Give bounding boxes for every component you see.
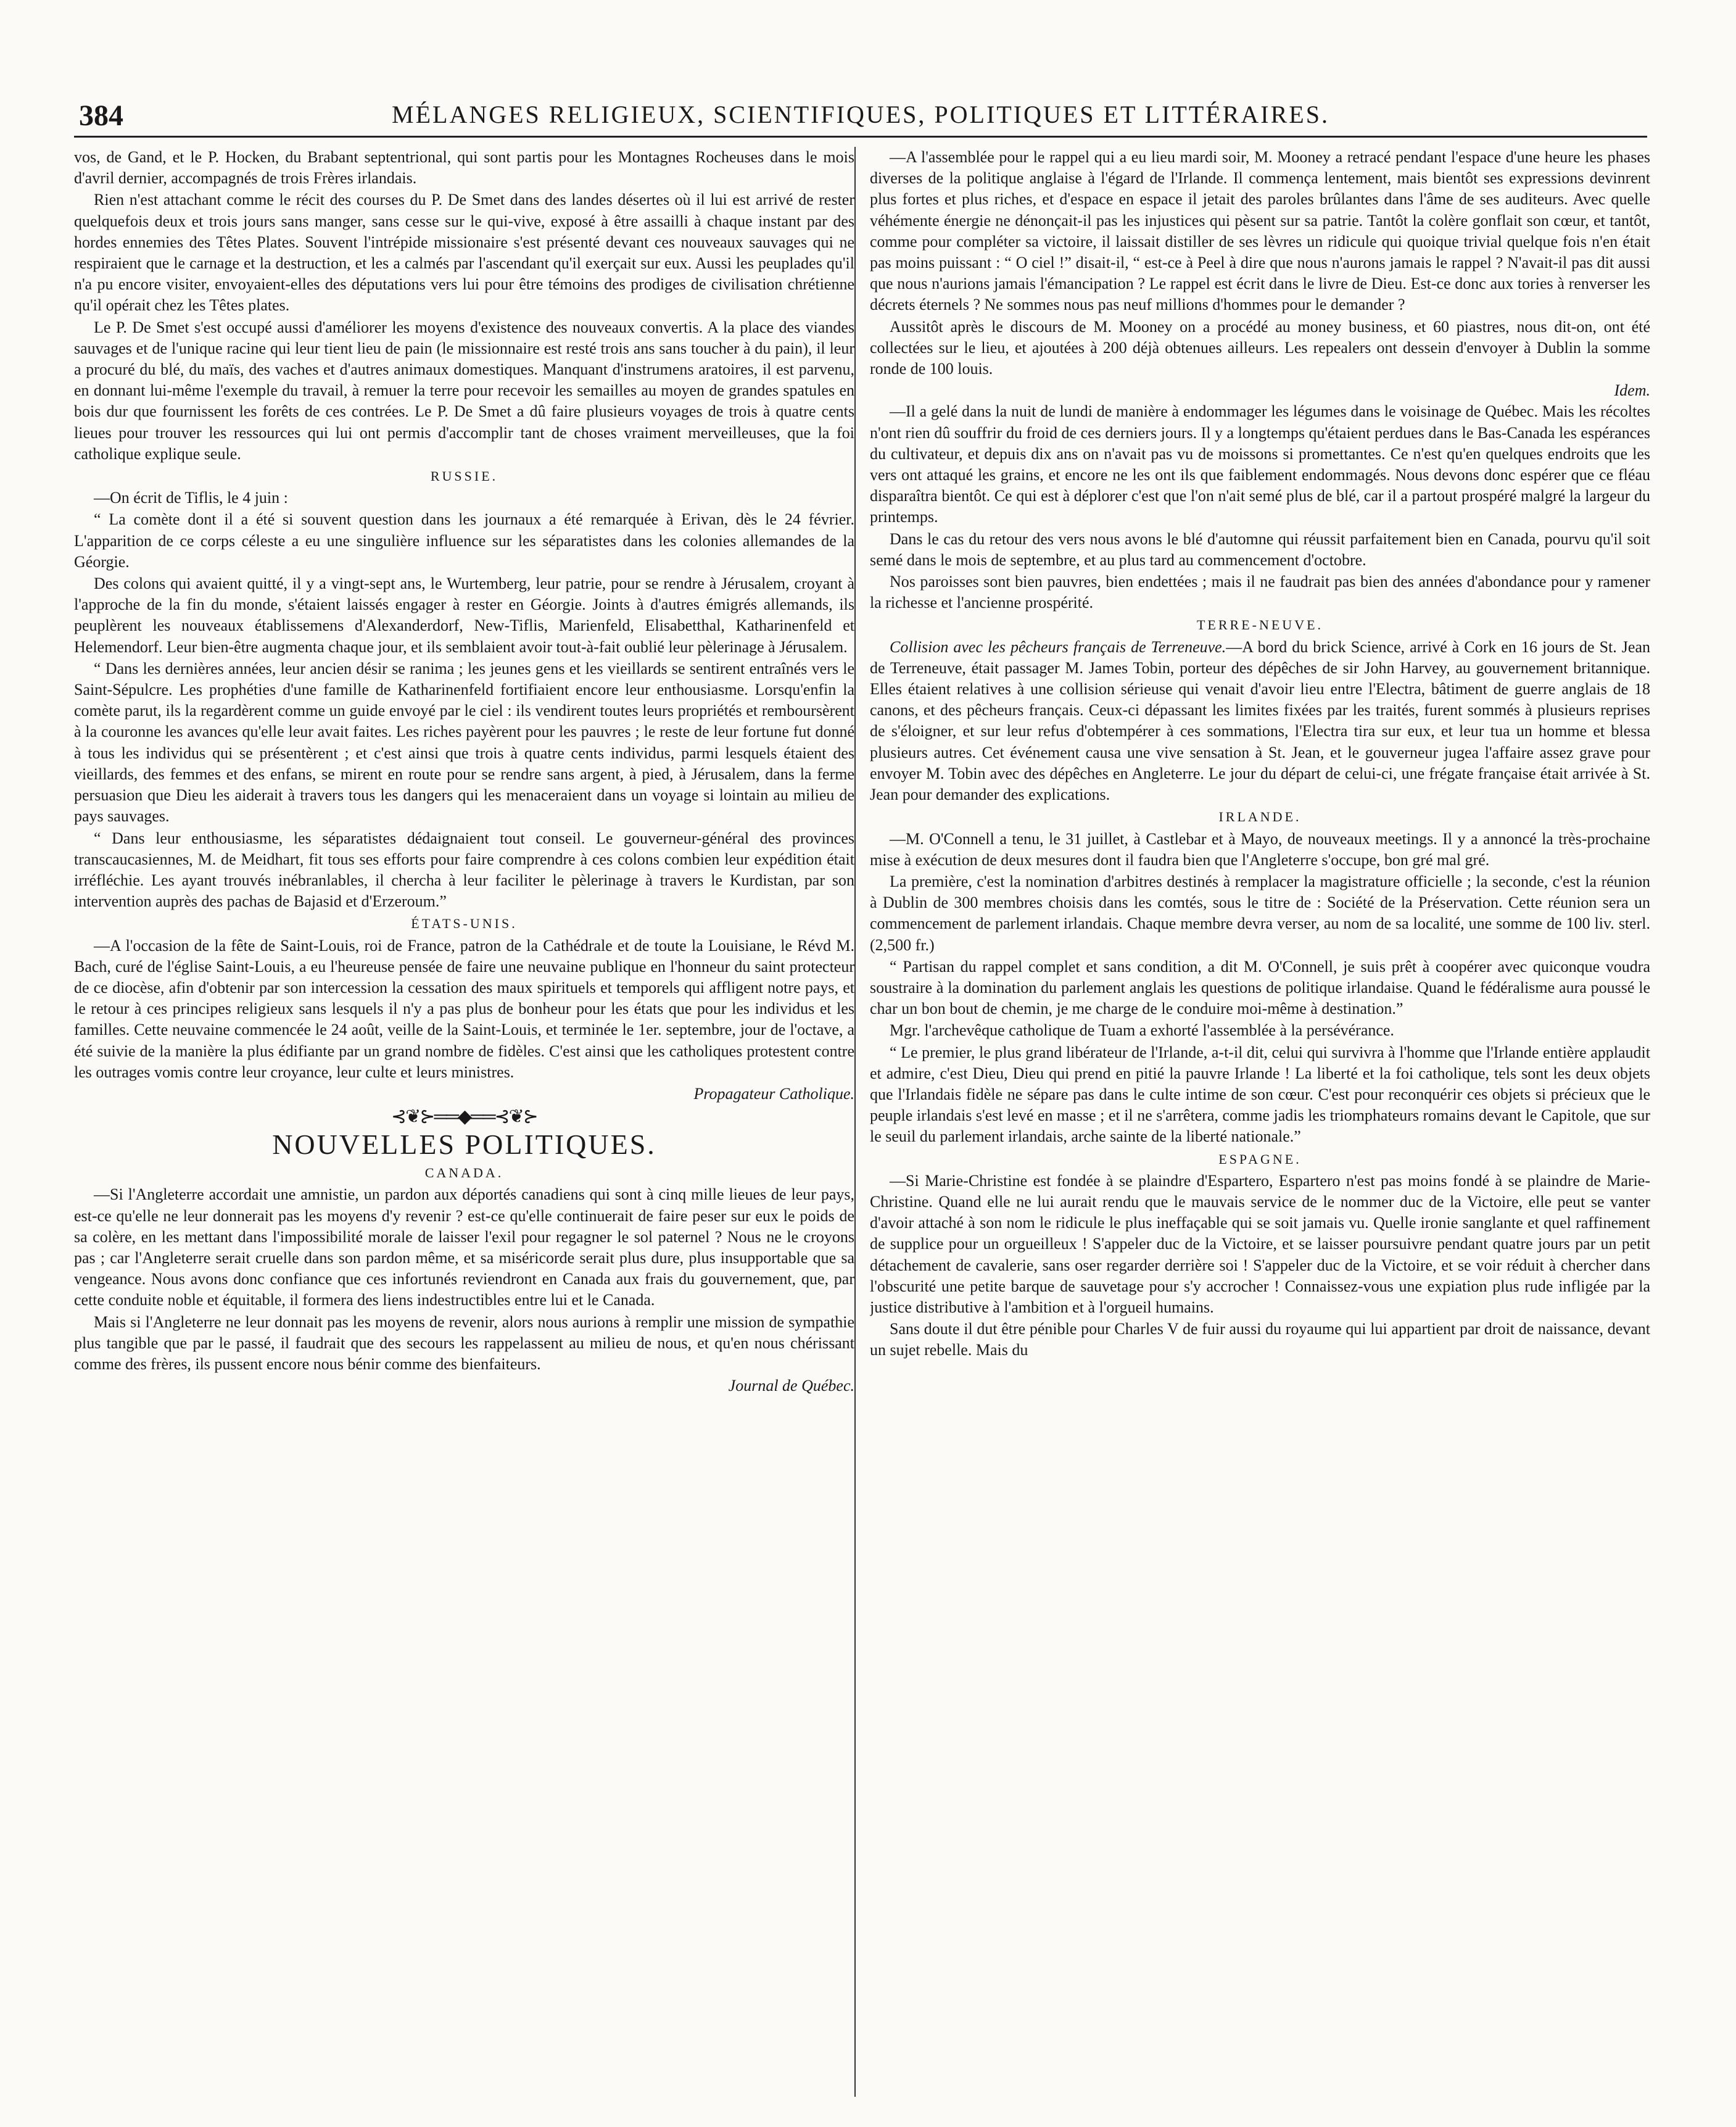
ornament-divider: ⊰❦⊱══◆══⊰❦⊱	[391, 1106, 537, 1127]
section-heading-terre-neuve: TERRE-NEUVE.	[1196, 617, 1324, 633]
article-paragraph: —M. O'Connell a tenu, le 31 juillet, à Castlebar et à Mayo, de nouveaux meetings. Il y a annoncé la très-prochaine mise à exécution de deux mesures dont il faudra bien que l'Angleterre s'occupe, bon gré mal gré.	[870, 829, 1650, 869]
article-paragraph: —Si Marie-Christine est fondée à se plaindre d'Espartero, Espartero n'est pas moins fondé à se plaindre de Marie-Christine. Quand elle ne lui aurait rendu que le mauvais service de le nommer duc de la Victoire, elle peut se vanter d'avoir attaché à son nom le ridicule le plus ineffaçable qui se soit jamais vu. Quelle ironie sanglante et quel raffinement de supplice pour un orgueilleux ! S'appeler duc de la Victoire, et se laisser poursuivre pendant quatre jours par un petit détachement de cavalerie, sans oser regarder derrière soi ! S'appeler duc de la Victoire, et se voir réduit à chercher dans l'obscurité une petite barque de sauvetage pour s'y accrocher ! Connaissez-vous une expiation plus rude infligée par la justice distributive à l'ambition et à l'orgueil humains.	[870, 1171, 1650, 1316]
article-paragraph: Aussitôt après le discours de M. Mooney on a procédé au money business, et 60 piastres, nous dit-on, ont été collectées sur le lieu, et ajoutées à 200 déjà obtenues ailleurs. Les repealers ont dessein d'envoyer à Dublin la somme ronde de 100 louis.	[870, 317, 1650, 378]
article-paragraph: Nos paroisses sont bien pauvres, bien endettées ; mais il ne faudrait pas bien des années d'abondance pour y ramener la richesse et l'ancienne prospérité.	[870, 573, 1650, 612]
section-heading-etats-unis: ÉTATS-UNIS.	[411, 916, 518, 932]
article-paragraph: —On écrit de Tiflis, le 4 juin :	[94, 489, 288, 507]
article-paragraph: Le P. De Smet s'est occupé aussi d'améliorer les moyens d'existence des nouveaux convertis. A la place des viandes sauvages et de l'unique racine qui leur tient lieu de pain (le missionnaire est resté trois ans sans toucher à du pain), il leur a procuré du blé, du maïs, des vaches et d'autres animaux domestiques. Manquant d'instrumens aratoires, il est parvenu, en donnant lui-même l'exemple du travail, à remuer la terre pour recevoir les semailles au moyen de grandes spatules en bois dur que fournissent les forêts de ces contrées. Le P. De Smet a dû faire plusieurs voyages de trois à quatre cents lieues pour trouver les ressources qui lui ont permis d'accomplir tant de choses vraiment merveilleuses, que la foi catholique explique seule.	[74, 318, 854, 463]
right-column	[870, 147, 1650, 2084]
article-paragraph: Mgr. l'archevêque catholique de Tuam a exhorté l'assemblée à la persévérance.	[890, 1021, 1394, 1040]
section-title-nouvelles-politiques: NOUVELLES POLITIQUES.	[272, 1129, 656, 1161]
source-signature: Propagateur Catholique.	[693, 1084, 854, 1103]
article-paragraph: “ Partisan du rappel complet et sans condition, a dit M. O'Connell, je suis prêt à coopérer avec quiconque voudra soustraire à la domination du parlement anglais les questions de politique irlandaise. Quand le fédéralisme aura poussé le char un bon bout de chemin, je me charge de le conduire moi-même à destination.”	[870, 957, 1650, 1018]
article-paragraph: —A l'occasion de la fête de Saint-Louis, roi de France, patron de la Cathédrale et de toute la Louisiane, le Révd M. Bach, curé de l'église Saint-Louis, a eu l'heureuse pensée de faire une neuvaine publique en l'honneur du saint protecteur de ce diocèse, afin d'obtenir par son intercession la cessation des maux spirituels et temporels qui affligent notre pays, et le retour à ces principes religieux sans lesquels il n'y a pas plus de bonheur pour les états que pour les individus et les familles. Cette neuvaine commencée le 24 août, veille de la Saint-Louis, et terminée le 1er. septembre, jour de l'octave, a été suivie de la manière la plus édifiante par un grand nombre de fidèles. C'est ainsi que les catholiques protestent contre les outrages vomis contre leur croyance, leur culte et leurs ministres.	[74, 936, 854, 1081]
article-paragraph: “ Dans leur enthousiasme, les séparatistes dédaignaient tout conseil. Le gouverneur-général des provinces transcaucasiennes, M. de Meidhart, fit tous ses efforts pour faire comprendre à ces colons combien leur expédition était irréfléchie. Les ayant trouvés inébranlables, il chercha à leur faciliter le pèlerinage à travers le Kurdistan, par son intervention auprès des pachas de Bajasid et d'Erzeroum.”	[74, 829, 854, 911]
article-paragraph: Des colons qui avaient quitté, il y a vingt-sept ans, le Wurtemberg, leur patrie, pour se rendre à Jérusalem, croyant à l'approche de la fin du monde, s'étaient laissés engager à rester en Géorgie. Joints à d'autres émigrés allemands, ils peuplèrent les nouveaux établissemens d'Alexanderdorf, New-Tiflis, Marienfeld, Elisabetthal, Katharinenfeld et Helemendorf. Leur bien-être augmenta chaque jour, et ils semblaient avoir tout-à-fait oublié leur pèlerinage à Jérusalem.	[74, 574, 854, 656]
article-paragraph: La première, c'est la nomination d'arbitres destinés à remplacer la magistrature officielle ; la seconde, c'est la réunion à Dublin de 300 membres choisis dans les comtés, sous le titre de : Société de la Préservation. Cette réunion sera un commencement de parlement irlandais. Chaque membre devra verser, au nom de sa localité, une somme de 100 liv. sterl. (2,500 fr.)	[870, 872, 1650, 954]
article-paragraph: Sans doute il dut être pénible pour Charles V de fuir aussi du royaume qui lui appartient par droit de naissance, devant un sujet rebelle. Mais du	[870, 1320, 1650, 1359]
source-signature: Idem.	[1614, 381, 1650, 400]
source-signature: Journal de Québec.	[728, 1377, 854, 1395]
article-paragraph: —Si l'Angleterre accordait une amnistie, un pardon aux déportés canadiens qui sont à cinq mille lieues de leur pays, est-ce qu'elle ne leur donnerait pas les moyens d'y revenir ? est-ce qu'elle continuerait de faire peser sur eux le poids de sa colère, en les mettant dans l'impossibilité morale de laisser l'exil pour regagner le sol paternel ? Nous ne le croyons pas ; car l'Angleterre serait cruelle dans son pardon même, et sa miséricorde serait plus dure, plus insupportable que sa vengeance. Nous avons donc confiance que ces infortunés reviendront en Canada aux frais du gouvernement, que, par cette conduite noble et équitable, il formera des liens indestructibles entre lui et le Canada.	[74, 1185, 854, 1309]
left-column	[74, 147, 854, 2084]
column-divider	[854, 147, 856, 2097]
article-paragraph: Dans le cas du retour des vers nous avons le blé d'automne qui réussit parfaitement bien en Canada, pourvu qu'il soit semé dans le mois de septembre, et au plus tard au commencement d'octobre.	[870, 529, 1650, 569]
article-paragraph: “ La comète dont il a été si souvent question dans les journaux a été remarquée à Erivan, dès le 24 février. L'apparition de ce corps céleste a eu une singulière influence sur les séparatistes dans les colonies allemandes de la Géorgie.	[74, 510, 854, 571]
section-heading-canada: CANADA.	[424, 1165, 504, 1181]
section-heading-espagne: ESPAGNE.	[1218, 1151, 1302, 1167]
section-heading-irlande: IRLANDE.	[1218, 809, 1302, 825]
article-paragraph: —A l'assemblée pour le rappel qui a eu lieu mardi soir, M. Mooney a retracé pendant l'espace d'une heure les phases diverses de la politique anglaise à l'égard de l'Irlande. Il commença lentement, mais bientôt ses expressions devinrent plus fortes et plus riches, et d'espace en espace il jetait des paroles brûlantes dans l'âme de ses auditeurs. Avec quelle véhémente énergie ne dénonçait-il pas les injustices qui pèsent sur sa patrie. Tantôt la colère gonflait son cœur, et tantôt, comme pour compléter sa victoire, il laissait distiller de ses lèvres un ridicule qui quoique trivial quelque fois n'en était pas moins puissant : “ O ciel !” disait-il, “ est-ce à Peel à dire que nous n'aurons jamais le rappel ? N'avait-il pas dit aussi que nous n'aurions jamais l'émancipation ? Le rappel est écrit dans le livre de Dieu. Est-ce donc aux tories à renverser les décrets éternels ? Ne sommes nous pas neuf millions d'hommes pour le demander ?	[870, 148, 1650, 314]
section-heading-russie: RUSSIE.	[430, 468, 498, 484]
page-number: 384	[79, 99, 123, 132]
article-paragraph: —Il a gelé dans la nuit de lundi de manière à endommager les légumes dans le voisinage de Québec. Mais les récoltes n'ont rien dû souffrir du froid de ces derniers jours. Il y a longtemps qu'étaient perdues dans le Bas-Canada les espérances du cultivateur, et depuis dix ans on n'avait pas vu de moissons si promettantes. Ce n'est qu'en quelques endroits que les vers ont attaqué les grains, et encore ne les ont ils que faiblement endommagés. Nous devons donc espérer que ce fléau disparaîtra bientôt. Ce qui est à déplorer c'est que l'on n'ait semé plus de blé, car il a partout prospéré malgré la largeur du printemps.	[870, 402, 1650, 526]
article-paragraph: Rien n'est attachant comme le récit des courses du P. De Smet dans des landes désertes où il lui est arrivé de rester quelquefois deux et trois jours sans manger, sans cesse sur le qui-vive, exposé à être assailli à chaque instant par des hordes ennemies des Têtes Plates. Souvent l'intrépide missionaire s'est présenté devant ces nouveaux sauvages qui ne respiraient que le carnage et la destruction, et les a calmés par l'ascendant qu'il exerçait sur eux. Aussi les peuplades qu'il n'a pu encore visiter, envoyaient-elles des députations vers lui pour être témoins des prodiges de civilisation chrétienne qu'il opérait chez les Têtes plates.	[74, 191, 854, 315]
article-subheading: Collision avec les pêcheurs français de Terreneuve.	[890, 637, 1226, 656]
article-paragraph: vos, de Gand, et le P. Hocken, du Brabant septentrional, qui sont partis pour les Montagnes Rocheuses dans le mois d'avril dernier, accompagnés de trois Frères irlandais.	[74, 148, 854, 188]
article-text: —A bord du brick Science, arrivé à Cork en 16 jours de St. Jean de Terreneuve, était passager M. James Tobin, porteur des dépêches de sir John Harvey, au gouvernement britannique. Elles étaient relatives à une collision sérieuse qui venait d'avoir lieu entre l'Electra, bâtiment de guerre anglais de 18 canons, et des pêcheurs français. Ceux-ci dépassant les limites fixées par les traités, furent sommés à plusieurs reprises de s'éloigner, et sur leur refus d'obtempérer à ces sommations, l'Electra tira sur eux, et leur tua un homme et blessa plusieurs autres. Cet événement causa une vive sensation à St. Jean, et le gouverneur jugea l'affaire assez grave pour envoyer M. Tobin avec des dépêches en Angleterre. Le jour du départ de celui-ci, une frégate française était arrivée à St. Jean pour demander des explications.	[870, 637, 1650, 804]
article-paragraph: Mais si l'Angleterre ne leur donnait pas les moyens de revenir, alors nous aurions à remplir une mission de sympathie plus tangible que par le passé, il faudrait que des secours les rappelassent au milieu de nous, et qu'en nous chérissant comme des frères, ils pussent encore nous bénir comme des bienfaiteurs.	[74, 1312, 854, 1373]
article-paragraph	[870, 637, 1650, 806]
page-header	[74, 99, 1647, 138]
article-paragraph: “ Dans les dernières années, leur ancien désir se ranima ; les jeunes gens et les vieillards se sentirent entraînés vers le Saint-Sépulcre. Les prophéties d'une famille de Katharinenfeld fortifiaient encore leur enthousiasme. Lorsqu'enfin la comète parut, ils la regardèrent comme un guide envoyé par le ciel : ils vendirent toutes leurs propriétés et remboursèrent à la couronne les avances qu'elle leur avait faites. Les riches payèrent pour les pauvres ; le reste de leur fortune fut donné à tous les individus qui se présentèrent ; et c'est ainsi que trois à quatre cents individus, parmi lesquels étaient des vieillards, des femmes et des enfans, se mirent en route pour se rendre sans argent, à pied, à Jérusalem, dans la ferme persuasion que Dieu les aiderait à travers tous les dangers qui les menaceraient dans un voyage si lointain au milieu de pays sauvages.	[74, 659, 854, 826]
running-title: MÉLANGES RELIGIEUX, SCIENTIFIQUES, POLITIQUES ET LITTÉRAIRES.	[392, 101, 1329, 128]
article-paragraph: “ Le premier, le plus grand libérateur de l'Irlande, a-t-il dit, celui qui survivra à l'homme que l'Irlande entière applaudit et admire, c'est Dieu, Dieu qui prend en pitié la pauvre Irlande ! La liberté et la foi catholique, tels sont les deux objets que l'Irlandais fidèle ne sépare pas dans le culte intime de son cœur. C'est pour reconquérir ces objets si précieux que le peuple irlandais s'est levé en masse ; et il ne s'arrêtera, comme jadis les triomphateurs romains devant le Capitole, que sur le seuil du parlement irlandais, arche sainte de la liberté nationale.”	[870, 1043, 1650, 1146]
